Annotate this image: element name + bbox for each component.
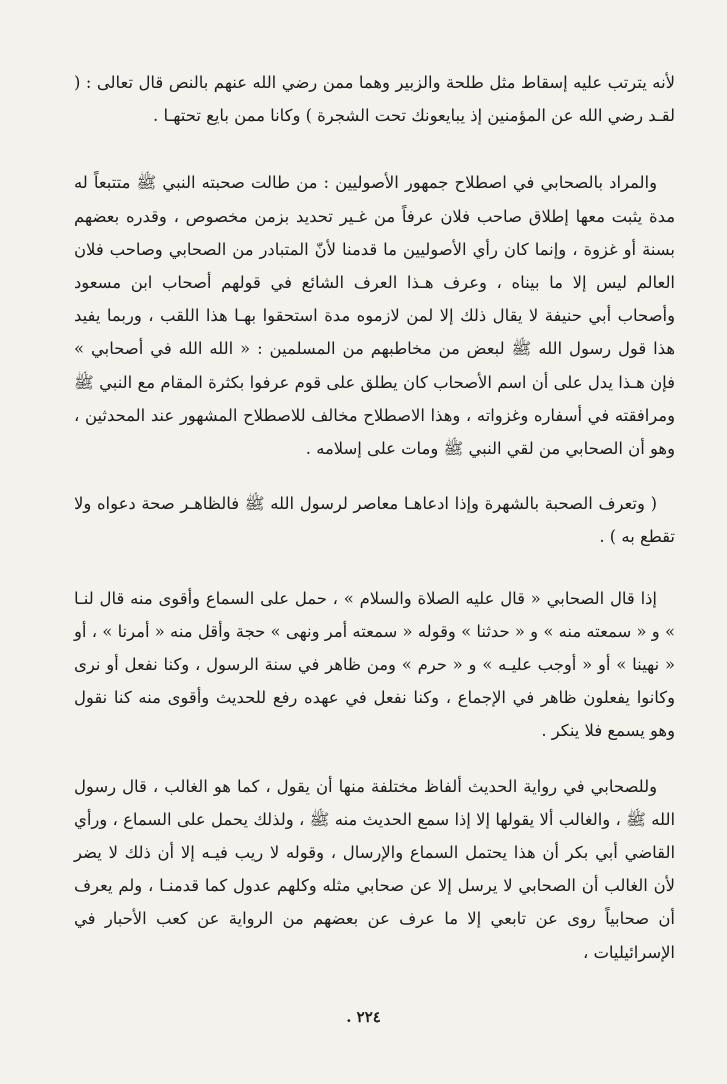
paragraph-3: ( وتعرف الصحبة بالشهرة وإذا ادعاهـا معاصر لرسول الله ﷺ فالظاهـر صحة دعواه ولا تقطع به ) . — [74, 494, 675, 547]
page-number: ٢٢٤ . — [346, 1008, 381, 1026]
book-page — [74, 66, 675, 1044]
paragraph-1: لأنه يترتب عليه إسقاط مثل طلحة والزبير وهما ممن رضي الله عنهم بالنص قال تعالى : ( لقـد رضي الله عن المؤمنين إذ يبايعونك تحت الشجرة ) وكانا ممن بايع تحتهـا . — [74, 73, 675, 126]
paragraph-5: وللصحابي في رواية الحديث ألفاظ مختلفة منها أن يقول ، كما هو الغالب ، قال رسول الله ﷺ ، والغالب ألا يقولها إلا إذا سمع الحديث منه ﷺ ، ولذلك يحمل على السماع ، ورأي القاضي أبي بكر أن هذا يحتمل السماع والإرسال ، وقوله لا ريب فيـه إلا أن ذلك لا يضر لأن الغالب أن الصحابي لا يرسل إلا عن صحابي مثله وكلهم عدول كما قدمنـا ، ولم يعرف أن صحابياً روى عن تابعي إلا ما عرف عن بعضهم من الرواية عن كعب الأحبار في الإسرائيليات ، — [74, 776, 675, 962]
paragraph-2: والمراد بالصحابي في اصطلاح جمهور الأصوليين : من طالت صحبته النبي ﷺ متتبعاً له مدة يثبت معها إطلاق صاحب فلان عرفاً من غـير تحديد بزمن مخصوص ، وقدره بعضهم بسنة أو غزوة ، وإنما كان رأي الأصوليين ما قدمنا لأنّ المتبادر من الصحابي وصاحب فلان العالم ليس إلا ما بيناه ، وعرف هـذا العرف الشائع في قولهم أصحاب ابن مسعود وأصحاب أبي حنيفة لا يقال ذلك إلا لمن لازموه مدة استحقوا بهـا هذا اللقب ، وربما يفيد هذا قول رسول الله ﷺ لبعض من مخاطبهم من المسلمين : « الله الله في أصحابي » فإن هـذا يدل على أن اسم الأصحاب كان يطلق على قوم عرفوا بكثرة المقام مع النبي ﷺ ومرافقته في أسفاره وغزواته ، وهذا الاصطلاح مخالف للاصطلاح المشهور عند المحدثين ، وهو أن الصحابي من لقي النبي ﷺ ومات على إسلامه . — [74, 173, 675, 459]
paragraph-4: إذا قال الصحابي « قال عليه الصلاة والسلام » ، حمل على السماع وأقوى منه قال لنـا » و « سمعته منه » و « حدثنا » وقوله « سمعته أمر ونهى » حجة وأقل منه « أمرنا » ، أو « نهينا » أو « أوجب عليـه » و « حرم » ومن ظاهر في سنة الرسول ، وكنا نفعل أو نرى وكانوا يفعلون ظاهر في الإجماع ، وكنا نفعل في عهده رفع للحديث وأقوى منه كنا نقول وهو يسمع فلا ينكر . — [74, 588, 675, 741]
